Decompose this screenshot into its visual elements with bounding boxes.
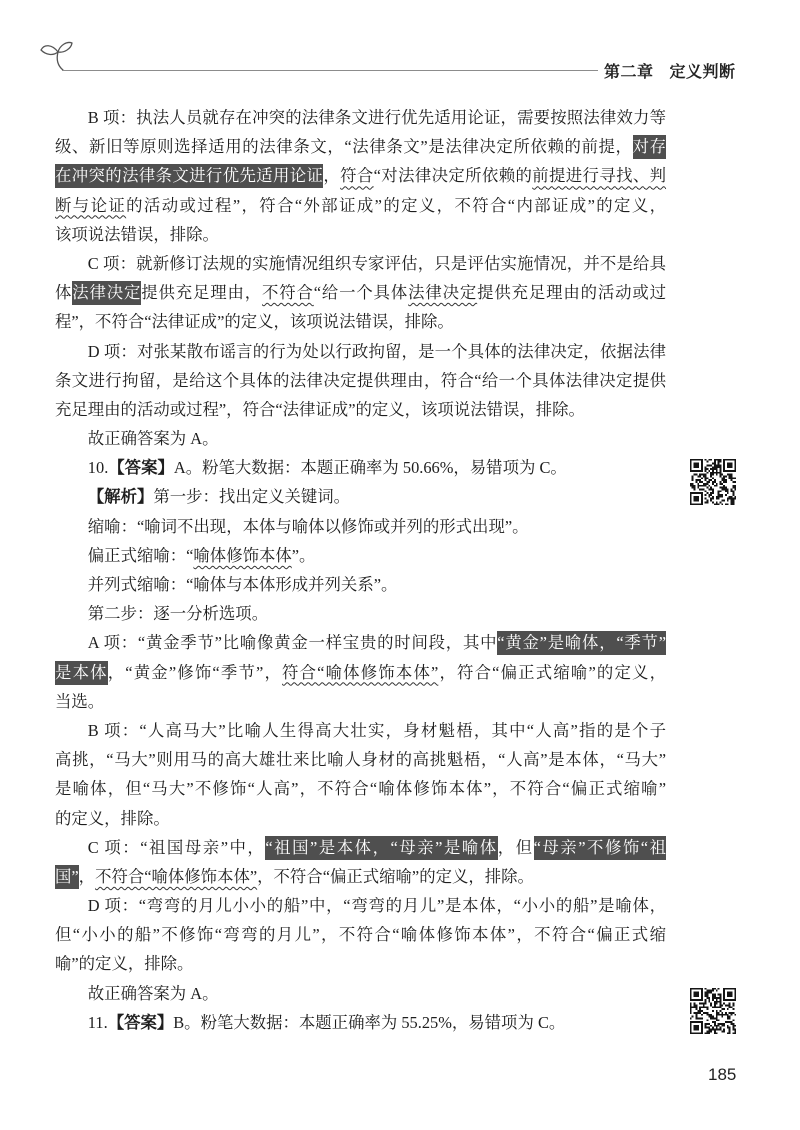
text-run: 条文进行拘留，是给这个具体的法律决定提供理由，符合“给一个具体法律决定提供 (55, 370, 666, 390)
highlighted-text: 是本体 (55, 661, 108, 685)
highlighted-text: 在冲突的法律条文进行优先适用论证 (55, 164, 323, 188)
text-run: ，符合“偏正式缩喻”的定义， (438, 662, 666, 682)
text-run: D 项：对张某散布谣言的行为处以行政拘留，是一个具体的法律决定，依据法律 (87, 341, 666, 361)
text-line (55, 774, 666, 803)
text-run: “对法律决定所依赖的 (373, 166, 533, 186)
text-run: 程”，不符合“法律证成”的定义，该项说法错误，排除。 (55, 312, 454, 332)
text-line (55, 833, 666, 862)
text-line (55, 307, 666, 336)
chapter-title: 定义判断 (669, 62, 736, 81)
highlighted-text: “母亲”不修饰“祖 (534, 836, 666, 860)
text-line (55, 395, 666, 424)
paragraph (55, 891, 666, 979)
text-line (55, 570, 666, 599)
highlighted-text: 对存 (633, 135, 666, 159)
text-run: 并列式缩喻：“喻体与本体形成并列关系”。 (87, 575, 398, 594)
text-line (55, 979, 666, 1008)
text-line (55, 453, 666, 482)
text-run: 偏正式缩喻：“ (87, 545, 194, 565)
paragraph (55, 424, 666, 453)
text-run: ”。 (291, 545, 316, 565)
page-number: 185 (708, 1065, 737, 1084)
text-line (55, 424, 666, 453)
text-line (55, 366, 666, 395)
text-line (55, 482, 666, 511)
text-run: 10. (87, 458, 109, 478)
text-line (55, 103, 666, 132)
wavy-underlined-text: 断与论证 (55, 195, 127, 215)
text-run: 故正确答案为 A。 (87, 429, 219, 449)
qr-code (688, 456, 738, 508)
text-line (55, 278, 666, 307)
text-line (55, 1008, 666, 1037)
paragraph (55, 1008, 666, 1037)
paragraph (55, 512, 666, 541)
text-run: 级、新旧等原则选择适用的法律条文，“法律条文”是法律决定所依赖的前提， (55, 137, 633, 157)
paragraph (55, 337, 666, 425)
text-run: 第一步：找出定义关键词。 (153, 487, 351, 507)
text-line (55, 220, 666, 249)
text-line (55, 191, 666, 220)
text-run: 该项说法错误，排除。 (55, 224, 219, 244)
text-line (55, 337, 666, 366)
text-line (55, 687, 666, 716)
text-line (55, 658, 666, 687)
text-run: 的活动或过程”，符合“外部证成”的定义，不符合“内部证成”的定义， (126, 195, 667, 215)
wavy-underlined-text: 符合 (340, 166, 374, 186)
text-run: C 项：就新修订法规的实施情况组织专家评估，只是评估实施情况，并不是给具 (87, 253, 666, 273)
text-line (55, 541, 666, 570)
text-run: A 项：“黄金季节”比喻像黄金一样宝贵的时间段，其中 (87, 633, 498, 653)
text-line (55, 599, 666, 628)
text-line (55, 161, 666, 190)
text-run: B。粉笔大数据：本题正确率为 55.25%，易错项为 C。 (173, 1012, 566, 1032)
paragraph (55, 249, 666, 337)
highlighted-text: “黄金”是喻体，“季节” (497, 631, 666, 655)
wavy-underlined-text: 法律决定 (408, 283, 478, 303)
highlighted-text: 国” (55, 865, 79, 889)
text-run: ，但 (497, 837, 534, 857)
bold-label: 【答案】 (107, 1012, 174, 1032)
chapter-heading (604, 62, 736, 82)
text-line (55, 628, 666, 657)
text-run: 但“小小的船”不修饰“弯弯的月儿”，不符合“喻体修饰本体”，不符合“偏正式缩 (55, 925, 666, 945)
highlighted-text: “祖国”是本体，“母亲”是喻体 (265, 836, 497, 860)
wavy-underlined-text: 前提进行寻找、判 (532, 166, 667, 186)
paragraph (55, 103, 666, 249)
text-line (55, 862, 666, 891)
text-run: 体 (55, 283, 73, 303)
chapter-number: 第二章 (604, 62, 654, 81)
paragraph (55, 716, 666, 833)
text-run: 故正确答案为 A。 (87, 983, 219, 1003)
header-rule (62, 70, 598, 71)
text-run: 缩喻：“喻词不出现，本体与喻体以修饰或并列的形式出现”。 (87, 516, 529, 536)
text-run: 的定义，排除。 (55, 808, 170, 828)
text-run: D 项：“弯弯的月儿小小的船”中，“弯弯的月儿”是本体，“小小的船”是喻体， (87, 896, 666, 916)
text-line (55, 949, 666, 978)
text-run: 当选。 (55, 691, 105, 711)
paragraph (55, 979, 666, 1008)
wavy-underlined-text: 符合“喻体修饰本体” (282, 662, 439, 682)
paragraph (55, 570, 666, 599)
body-text (55, 103, 666, 1037)
text-run: A。粉笔大数据：本题正确率为 50.66%，易错项为 C。 (173, 458, 567, 478)
text-line (55, 512, 666, 541)
text-run: “给一个具体 (313, 283, 409, 303)
paragraph (55, 628, 666, 716)
bold-label: 【答案】 (108, 458, 174, 478)
text-line (55, 716, 666, 745)
text-run: B 项：“人高马大”比喻人生得高大壮实，身材魁梧，其中“人高”指的是个子 (87, 720, 666, 740)
text-run: 提供充足理由的活动或过 (477, 283, 667, 303)
text-run: ，不符合“偏正式缩喻”的定义，排除。 (257, 866, 534, 886)
paragraph (55, 541, 666, 570)
paragraph (55, 453, 666, 482)
paragraph (55, 599, 666, 628)
text-run: 充足理由的活动或过程”，符合“法律证成”的定义，该项说法错误，排除。 (55, 399, 585, 419)
text-run: 提供充足理由， (141, 283, 262, 303)
wavy-underlined-text: 喻体修饰本体 (193, 545, 292, 565)
text-run: 是喻体，但“马大”不修饰“人高”，不符合“喻体修饰本体”，不符合“偏正式缩喻” (55, 779, 666, 799)
text-run: C 项：“祖国母亲”中， (87, 837, 266, 857)
bold-label: 【解析】 (87, 487, 154, 507)
sprout-icon (36, 38, 76, 74)
text-run: 第二步：逐一分析选项。 (87, 604, 269, 624)
text-line (55, 891, 666, 920)
text-line (55, 249, 666, 278)
highlighted-text: 法律决定 (72, 281, 141, 305)
text-line (55, 745, 666, 774)
paragraph (55, 482, 666, 511)
text-run: 11. (87, 1012, 108, 1032)
text-run: 喻”的定义，排除。 (55, 954, 194, 974)
text-run: ， (78, 866, 96, 886)
text-run: ，“黄金”修饰“季节”， (107, 662, 283, 682)
text-run: 高挑，“马大”则用马的高大雄壮来比喻人身材的高挑魁梧，“人高”是本体，“马大” (55, 750, 666, 770)
wavy-underlined-text: 不符合 (262, 283, 314, 303)
text-run: ， (323, 166, 341, 186)
qr-code (688, 985, 738, 1037)
paragraph (55, 833, 666, 891)
text-run: B 项：执法人员就存在冲突的法律条文进行优先适用论证，需要按照法律效力等 (87, 108, 666, 127)
text-line (55, 804, 666, 833)
wavy-underlined-text: 不符合“喻体修饰本体” (95, 866, 258, 886)
text-line (55, 920, 666, 949)
text-line (55, 132, 666, 161)
